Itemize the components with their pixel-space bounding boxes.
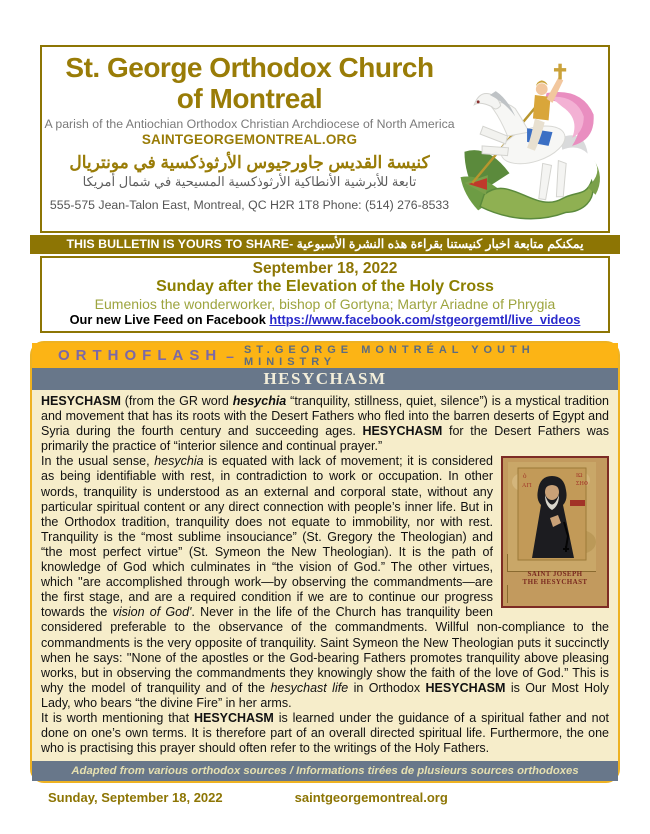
monk-figure-icon (508, 462, 596, 566)
parish-subtitle-arabic: تابعة للأبرشية الأنطاكية الأرثوذكسية المسيحية في شمال أمريكا (82, 174, 417, 189)
church-title-line1: St. George Orthodox Church (65, 52, 434, 83)
article-body (32, 390, 618, 761)
church-title-line2: of Montreal (176, 83, 323, 114)
bulletin-page (0, 45, 650, 834)
orthoflash-title: ORTHOFLASH (58, 347, 223, 364)
saint-joseph-icon-image (501, 456, 609, 607)
saints-commemorated: Eumenios the wonderworker, bishop of Gortyna; Martyr Ariadne of Phrygia (94, 296, 556, 312)
parish-subtitle: A parish of the Antiochian Orthodox Christian Archdiocese of North America (44, 117, 455, 131)
saint-joseph-caption-line1: SAINT JOSEPH (527, 570, 583, 579)
church-header-text (42, 47, 457, 212)
orthoflash-subtitle: ST.GEORGE MONTRÉAL YOUTH MINISTRY (243, 343, 535, 368)
saint-joseph-caption (507, 570, 603, 586)
footer-date: Sunday, September 18, 2022 (48, 790, 223, 806)
orthoflash-panel (30, 341, 620, 783)
church-header (40, 45, 610, 233)
live-feed-line (42, 312, 608, 328)
feast-announcement-box (40, 256, 610, 333)
article-heading: HESYCHASM (32, 368, 618, 390)
church-address: 555-575 Jean-Talon East, Montreal, QC H2R 1T8 Phone: (514) 276-8533 (49, 198, 450, 212)
facebook-live-link[interactable]: https://www.facebook.com/stgeorgemtl/live_videos (269, 312, 581, 327)
svg-text:ΙΩ: ΙΩ (576, 473, 583, 480)
share-banner-english: THIS BULLETIN IS YOURS TO SHARE- (66, 237, 294, 251)
feast-title: Sunday after the Elevation of the Holy Cross (156, 278, 494, 295)
saint-joseph-icon-art (507, 472, 603, 603)
orthoflash-banner (32, 343, 618, 368)
church-name-arabic: كنيسة القديس جاورجيوس الأرثوذكسية في مونتريال (69, 153, 430, 172)
share-banner (30, 235, 620, 254)
article-paragraph-2: ὁ ΑΓΙ ΙΩ ΣΗΦ SAINT JOSEPH THE HESYCHAST In the usual sense, hesychia is equated with lack of movement; it is considered as being identifiable with rest, in contradiction to work or occupation. In other words, tranquility is understood as an external and corporal state, without any particular spiritual content or any direct connection with people’s inner life. But in the Orthodox tradition, tranquility does not equate to immobility, nor with rest. Tranquility is the “most sublime insouciance” (St. Gregory the Theologian) and “the most perfect virtue” (St. Symeon the New Theologian). It is the path of knowledge of God which culminates in “the vision of God.” The other virtues, which ''are accomplished through work—by observing the commandments—are the first stage, and are a required condition if we are to continue our progress towards the vision of God'. Never in the life of the Church has tranquility been considered preferable to the observance of the commandments. Willful non-compliance to the commandments is the very opposite of tranquility. Saint Symeon the New Theologian puts it succinctly when he says: ''None of the apostles or the God-bearing Fathers promotes tranquility above pleasing works, but in observing the commandments they knowingly show the faith of the love of God.” This is why the model of tranquility and of the hesychast life in Orthodox HESYCHASM is Our Most Holy Lady, who bears “the divine Fire” in her arms. (41, 454, 609, 710)
saint-joseph-caption-line2: THE HESYCHAST (522, 578, 588, 587)
svg-text:ΣΗΦ: ΣΗΦ (576, 481, 589, 488)
svg-text:ΑΓΙ: ΑΓΙ (522, 483, 532, 490)
bulletin-date: September 18, 2022 (252, 260, 398, 277)
share-banner-arabic: يمكنكم متابعة اخبار كنيستنا بقراءة هذه النشرة الأسبوعية (296, 237, 584, 251)
live-feed-label: Our new Live Feed on Facebook (69, 312, 266, 327)
orthoflash-separator: – (226, 347, 234, 364)
article-paragraph-3: It is worth mentioning that HESYCHASM is learned under the guidance of a spiritual father and not done on one’s own terms. It is therefore part of an overall directed spiritual life. Furthermore, the one who is practising this prayer should often refer to the writings of the Holy Fathers. (41, 710, 609, 756)
page-footer (48, 790, 650, 805)
footer-website: saintgeorgemontreal.org (294, 790, 448, 806)
source-attribution-bar: Adapted from various orthodox sources / Informations tirées de plusieurs sources orthodoxes (32, 761, 618, 781)
article-paragraph-1: HESYCHASM (from the GR word hesychia “tranquility, stillness, quiet, silence”) is a mystical tradition and movement that has its roots with the Desert Fathers who fled into the barren deserts of Egypt and Syria during the fourth century and succeeding ages. HESYCHASM for the Desert Fathers was primarily the practice of “interior silence and continual prayer.” (41, 394, 609, 454)
svg-text:ὁ: ὁ (523, 472, 527, 481)
st-george-icon (456, 50, 604, 228)
church-website: SAINTGEORGEMONTREAL.ORG (141, 132, 358, 147)
church-title (42, 52, 457, 114)
